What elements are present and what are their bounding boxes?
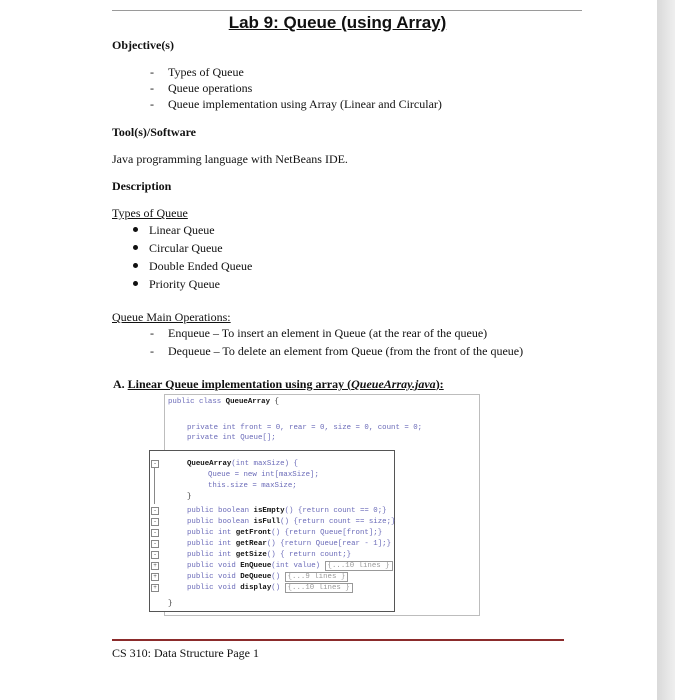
code-method-line [187,573,348,582]
code-method-line [187,551,351,560]
code-method-name: getFront [235,529,272,537]
operation-item: Enqueue – To insert an element in Queue (at the rear of the queue) [168,326,488,340]
code-method-line [187,584,353,593]
code-class-declaration [168,398,279,407]
queue-type-item: Priority Queue [149,277,220,291]
code-method-line [187,507,387,516]
objective-item: Types of Queue [168,65,244,79]
code-keyword: public boolean [187,518,254,526]
code-keyword: public void [187,562,241,570]
section-a-heading [113,377,444,391]
description-heading: Description [112,179,172,193]
fold-toggle-icon[interactable]: - [151,518,159,526]
page-title: Lab 9: Queue (using Array) [228,13,447,32]
code-method-line [187,518,395,527]
code-constructor-name: QueueArray [187,460,232,468]
tools-text: Java programming language with NetBeans IDE. [112,152,348,166]
code-method-body: () {return Queue[front];} [271,529,383,537]
code-class-name: QueueArray [225,398,271,406]
dash-marker: - [150,65,154,79]
code-brace: { [270,398,279,406]
code-fields-line: private int front = 0, rear = 0, size = 0, count = 0; [187,424,423,432]
fold-toggle-icon[interactable]: - [151,460,159,468]
code-keyword: public int [187,551,236,559]
code-method-body: (int value) [271,562,325,570]
objectives-heading: Objective(s) [112,38,174,52]
fold-gutter-line [154,466,155,504]
tools-heading: Tool(s)/Software [112,125,196,139]
code-constructor-body: this.size = maxSize; [208,482,297,490]
code-method-body: () { return count;} [266,551,352,559]
operations-heading: Queue Main Operations: [112,310,231,324]
code-keyword: public void [187,584,241,592]
code-method-name: isEmpty [253,507,285,515]
bullet-marker [133,245,138,250]
fold-toggle-icon[interactable]: + [151,573,159,581]
code-keyword: public int [187,529,236,537]
code-method-line [187,540,391,549]
objective-item: Queue operations [168,81,253,95]
fold-toggle-icon[interactable]: + [151,584,159,592]
code-method-name: EnQueue [240,562,272,570]
code-keyword: public void [187,573,241,581]
section-a-prefix: A. [113,377,125,391]
objective-item: Queue implementation using Array (Linear and Circular) [168,97,442,111]
code-method-body: () {return Queue[rear - 1];} [266,540,392,548]
code-class-close: } [168,600,173,608]
section-a-filename: QueueArray.java [351,377,436,391]
section-a-suffix: ): [435,377,444,391]
code-brace: } [187,493,192,501]
code-keyword: public boolean [187,507,254,515]
operation-item: Dequeue – To delete an element from Queue (from the front of the queue) [168,344,524,358]
fold-toggle-icon[interactable]: - [151,551,159,559]
code-method-name: getRear [235,540,267,548]
page-footer: CS 310: Data Structure Page 1 [112,646,259,660]
types-heading: Types of Queue [112,206,188,220]
queue-type-item: Circular Queue [149,241,223,255]
dash-marker: - [150,81,154,95]
bullet-marker [133,227,138,232]
code-method-body: () [271,573,285,581]
collapsed-code-block[interactable]: {...9 lines } [285,572,349,582]
dash-marker: - [150,97,154,111]
code-method-name: DeQueue [240,573,272,581]
code-method-line [187,529,382,538]
fold-toggle-icon[interactable]: - [151,529,159,537]
bullet-marker [133,263,138,268]
code-method-body: () [271,584,285,592]
code-constructor-params: (int maxSize) { [231,460,298,468]
bullet-marker [133,281,138,286]
code-method-body: () {return count == 0;} [284,507,387,515]
queue-type-item: Linear Queue [149,223,215,237]
collapsed-code-block[interactable]: {...10 lines } [325,561,393,571]
footer-rule [112,639,564,641]
code-method-name: getSize [235,551,267,559]
code-constructor-body: Queue = new int[maxSize]; [208,471,319,479]
fold-toggle-icon[interactable]: + [151,562,159,570]
fold-toggle-icon[interactable]: - [151,507,159,515]
code-method-name: isFull [253,518,281,526]
dash-marker: - [150,326,154,340]
section-a-title-text: Linear Queue implementation using array ( [127,377,352,391]
code-method-line [187,562,393,571]
code-method-name: display [240,584,272,592]
code-keyword: public class [168,398,226,406]
fold-toggle-icon[interactable]: - [151,540,159,548]
dash-marker: - [150,344,154,358]
queue-type-item: Double Ended Queue [149,259,253,273]
collapsed-code-block[interactable]: {...10 lines } [285,583,353,593]
header-rule [112,10,582,11]
section-a-title [128,377,444,391]
code-constructor-line [187,460,298,469]
page-edge-shadow [657,0,675,700]
code-keyword: public int [187,540,236,548]
code-method-body: () {return count == size;} [280,518,396,526]
code-fields-line: private int Queue[]; [187,434,276,442]
